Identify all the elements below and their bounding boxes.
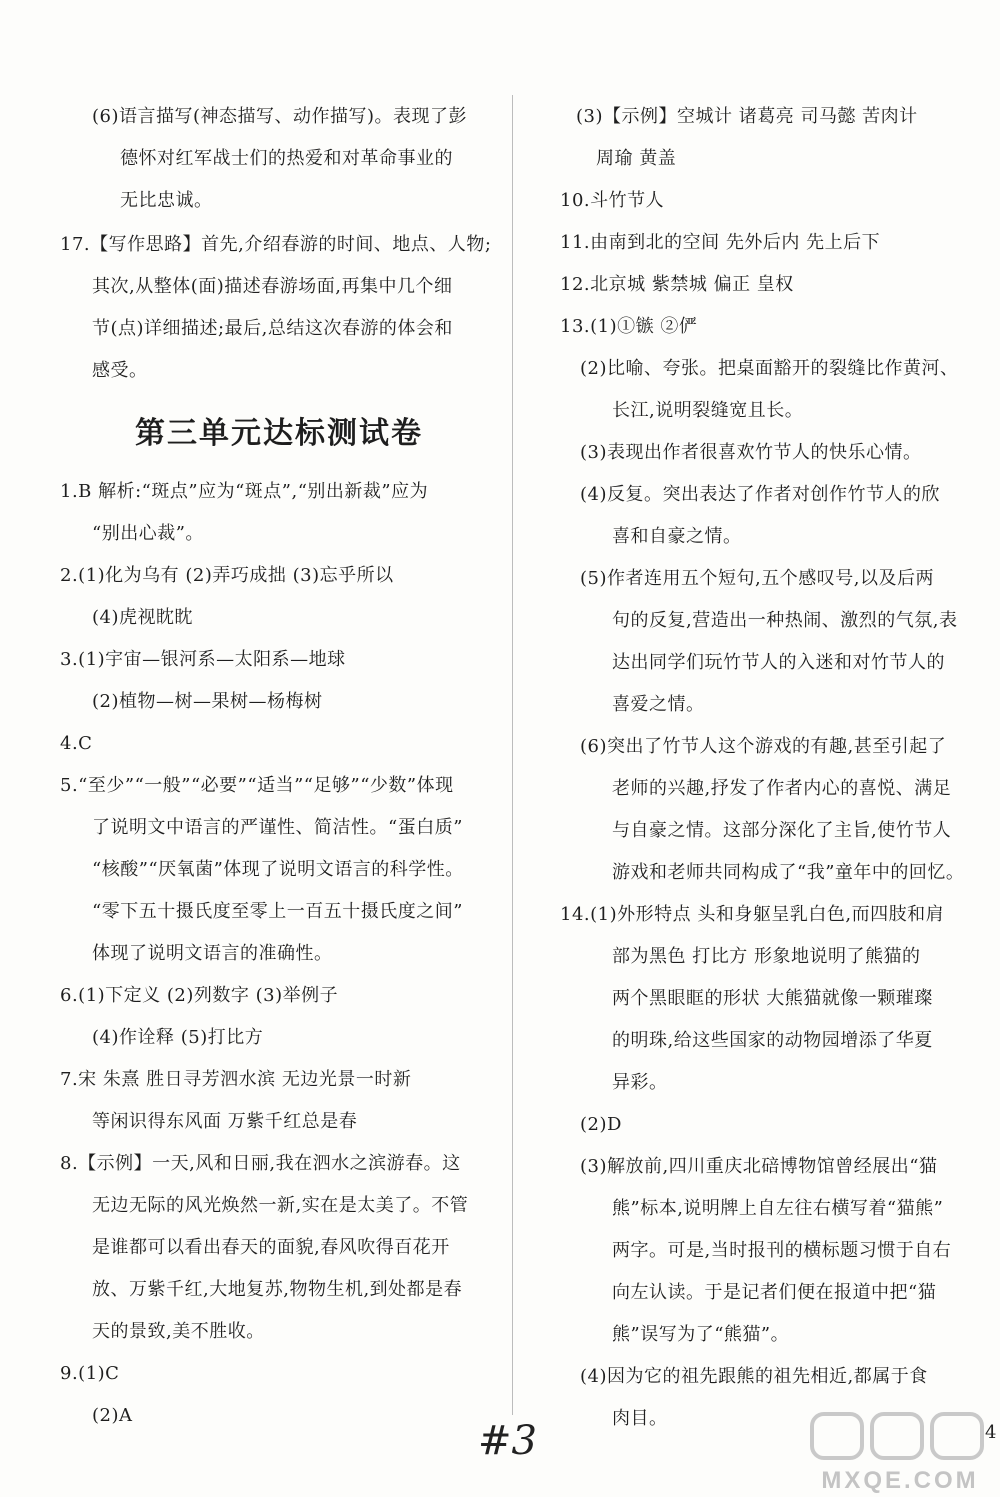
text-line: 12.北京城 紫禁城 偏正 皇权 <box>560 274 794 295</box>
text-line: 3.(1)宇宙—银河系—太阳系—地球 <box>60 649 346 670</box>
text-line: (4)因为它的祖先跟熊的祖先相近,都属于食 <box>580 1366 928 1387</box>
text-line: 9.(1)C <box>60 1363 120 1384</box>
text-line: (6)语言描写(神态描写、动作描写)。表现了彭 <box>92 106 468 127</box>
text-line: “别出心裁”。 <box>92 523 204 544</box>
text-line: 13.(1)①镞 ②俨 <box>560 316 698 337</box>
text-line: 6.(1)下定义 (2)列数字 (3)举例子 <box>60 985 339 1006</box>
text-line: 感受。 <box>92 360 148 381</box>
text-line: 达出同学们玩竹节人的入迷和对竹节人的 <box>612 652 945 673</box>
text-line: 两字。可是,当时报刊的横标题习惯于自右 <box>612 1240 952 1261</box>
text-line: 8.【示例】一天,风和日丽,我在泗水之滨游春。这 <box>60 1153 461 1174</box>
text-line: 1.B 解析:“斑点”应为“斑点”,“别出新裁”应为 <box>60 481 429 502</box>
text-line: (5)作者连用五个短句,五个感叹号,以及后两 <box>580 568 934 589</box>
text-line: 体现了说明文语言的准确性。 <box>92 943 333 964</box>
text-line: (2)植物—树—果树—杨梅树 <box>92 691 323 712</box>
text-line: (4)虎视眈眈 <box>92 607 193 628</box>
text-line: (6)突出了竹节人这个游戏的有趣,甚至引起了 <box>580 736 947 757</box>
text-line: 其次,从整体(面)描述春游场面,再集中几个细 <box>92 276 453 297</box>
text-line: 10.斗竹节人 <box>560 190 665 211</box>
text-line: (4)反复。突出表达了作者对创作竹节人的欣 <box>580 484 940 505</box>
text-line: 部为黑色 打比方 形象地说明了熊猫的 <box>612 946 921 967</box>
watermark-logo <box>810 1410 990 1496</box>
page-number: 4 <box>985 1422 997 1443</box>
text-line: 喜和自豪之情。 <box>612 526 742 547</box>
text-line: 天的景致,美不胜收。 <box>92 1321 265 1342</box>
text-line: 与自豪之情。这部分深化了主旨,使竹节人 <box>612 820 952 841</box>
text-line: “核酸”“厌氧菌”体现了说明文语言的科学性。 <box>92 859 464 880</box>
text-line: 2.(1)化为乌有 (2)弄巧成拙 (3)忘乎所以 <box>60 565 394 586</box>
text-line: 11.由南到北的空间 先外后内 先上后下 <box>560 232 881 253</box>
handwritten-page-mark: #3 <box>478 1418 537 1464</box>
text-line: (4)作诠释 (5)打比方 <box>92 1027 264 1048</box>
text-line: 无比忠诚。 <box>120 190 213 211</box>
text-line: 7.宋 朱熹 胜日寻芳泗水滨 无边光景一时新 <box>60 1069 412 1090</box>
text-line: 放、万紫千红,大地复苏,物物生机,到处都是春 <box>92 1279 463 1300</box>
text-line: 的明珠,给这些国家的动物园增添了华夏 <box>612 1030 933 1051</box>
text-line: 等闲识得东风面 万紫千红总是春 <box>92 1111 358 1132</box>
text-line: “零下五十摄氏度至零上一百五十摄氏度之间” <box>92 901 463 922</box>
text-line: 游戏和老师共同构成了“我”童年中的回忆。 <box>612 862 965 883</box>
text-line: 了说明文中语言的严谨性、简洁性。“蛋白质” <box>92 817 463 838</box>
text-line: 是谁都可以看出春天的面貌,春风吹得百花开 <box>92 1237 450 1258</box>
text-line: 4.C <box>60 733 93 754</box>
text-line: 长江,说明裂缝宽且长。 <box>612 400 804 421</box>
text-line: (2)D <box>580 1114 622 1135</box>
text-line: 17.【写作思路】首先,介绍春游的时间、地点、人物; <box>60 234 492 255</box>
svg-text:MXQE.COM: MXQE.COM <box>821 1467 979 1494</box>
text-line: (3)表现出作者很喜欢竹节人的快乐心情。 <box>580 442 922 463</box>
text-line: 肉目。 <box>612 1408 668 1429</box>
section-heading: 第三单元达标测试卷 <box>135 416 423 451</box>
text-line: 向左认读。于是记者们便在报道中把“猫 <box>612 1282 937 1303</box>
column-divider <box>512 95 513 1415</box>
text-line: 德怀对红军战士们的热爱和对革命事业的 <box>120 148 453 169</box>
text-line: 熊”标本,说明牌上自左往右横写着“猫熊” <box>612 1198 944 1219</box>
text-line: 老师的兴趣,抒发了作者内心的喜悦、满足 <box>612 778 952 799</box>
text-line: 无边无际的风光焕然一新,实在是太美了。不管 <box>92 1195 469 1216</box>
text-line: 14.(1)外形特点 头和身躯呈乳白色,而四肢和肩 <box>560 904 945 925</box>
text-line: 节(点)详细描述;最后,总结这次春游的体会和 <box>92 318 453 339</box>
text-line: 熊”误写为了“熊猫”。 <box>612 1324 790 1345</box>
text-line: 喜爱之情。 <box>612 694 705 715</box>
text-line: (3)【示例】空城计 诸葛亮 司马懿 苦肉计 <box>576 106 918 127</box>
text-line: 周瑜 黄盖 <box>596 148 677 169</box>
text-line: (2)比喻、夸张。把桌面豁开的裂缝比作黄河、 <box>580 358 959 379</box>
text-line: 句的反复,营造出一种热闹、激烈的气氛,表 <box>612 610 958 631</box>
text-line: 两个黑眼眶的形状 大熊猫就像一颗璀璨 <box>612 988 933 1009</box>
text-line: 异彩。 <box>612 1072 668 1093</box>
text-line: 5.“至少”“一般”“必要”“适当”“足够”“少数”体现 <box>60 775 454 796</box>
text-line: (3)解放前,四川重庆北碚博物馆曾经展出“猫 <box>580 1156 938 1177</box>
text-line: (2)A <box>92 1405 133 1426</box>
